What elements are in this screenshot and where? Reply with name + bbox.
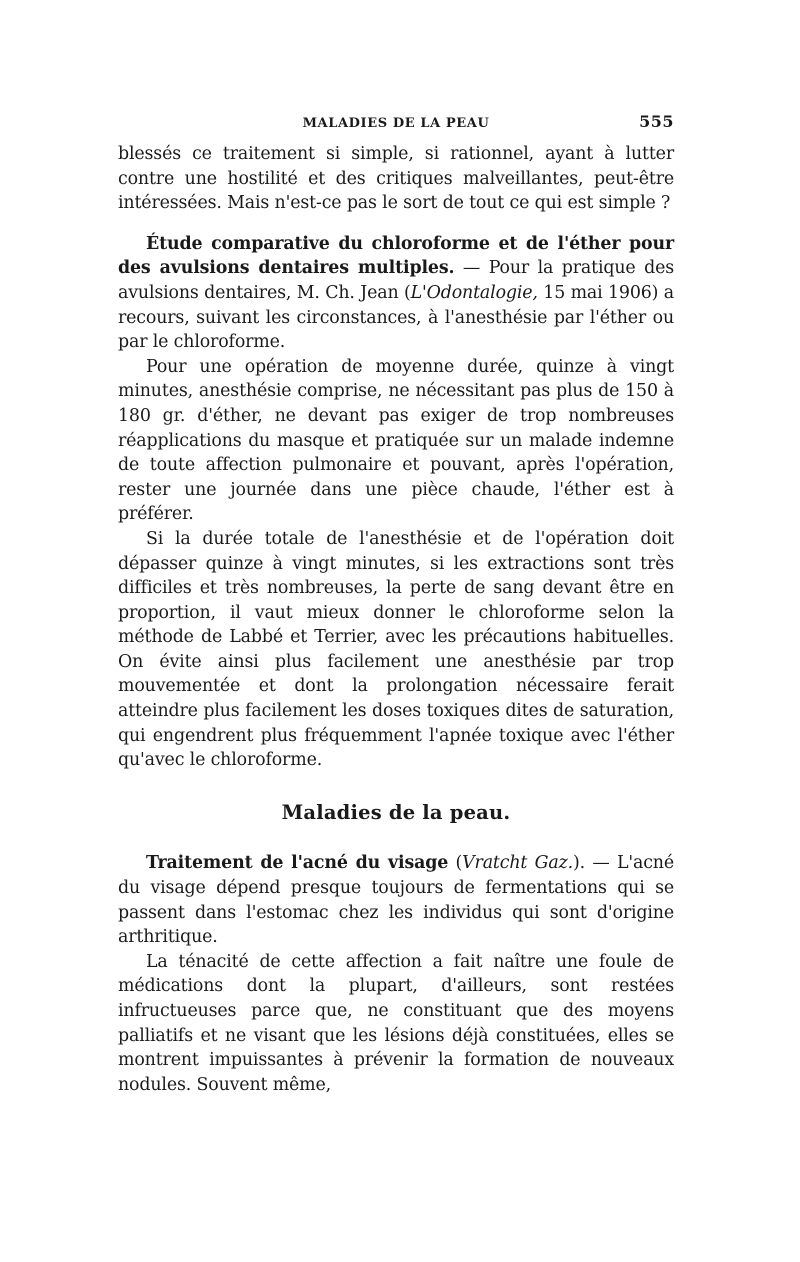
running-title: MALADIES DE LA PEAU	[302, 116, 490, 131]
section-title: Maladies de la peau.	[281, 800, 511, 824]
source-close: ).	[572, 853, 585, 874]
paragraph-heading-acne: Traitement de l'acné du visage	[146, 853, 449, 874]
paragraph-ether-conditions: Pour une opération de moyenne durée, quinze à vingt minutes, anesthésie comprise, ne nécessitant pas plus de 150 à 180 gr. d'éther, ne devant pas exiger de trop nombreuses réapplications du masque et pratiquée sur un malade indemne de toute affection pulmonaire et pouvant, après l'opération, rester une journée dans une pièce chaude, l'éther est à préférer.	[118, 356, 674, 525]
running-head	[118, 108, 674, 134]
paragraph-text-ether-b: 15 mai 1906) a recours, suivant les circonstances, à l'anesthésie par l'éther ou par le chloroforme.	[118, 282, 674, 353]
page-number: 555	[639, 112, 674, 131]
source-citation-vratcht: Vratcht Gaz.	[462, 853, 573, 874]
paragraph-acne	[118, 851, 674, 949]
paragraph-ether-chloroforme	[118, 232, 674, 355]
paragraph-heading-ether: Étude comparative du chloroforme et de l'éther pour des avulsions dentaires multiples.	[118, 233, 674, 279]
book-page	[118, 108, 674, 1097]
paragraph-text-ether-a: — Pour la pratique des avulsions dentaires, M. Ch. Jean (	[118, 258, 674, 303]
source-citation-odontologie: L'Odontalogie,	[410, 282, 538, 303]
source-open: (	[448, 853, 463, 874]
paragraph-chloroforme-conditions: Si la durée totale de l'anesthésie et de l'opération doit dépasser quinze à vingt minutes, si les extractions sont très difficiles et très nombreuses, la perte de sang devant être en proportion, il vaut mieux donner le chloroforme selon la méthode de Labbé et Terrier, avec les précautions habituelles. On évite ainsi plus facilement une anesthésie par trop mouvementée et dont la prolongation nécessaire ferait atteindre plus facilement les doses toxiques dites de saturation, qui engendrent plus fréquemment l'apnée toxique avec l'éther qu'avec le chloroforme.	[118, 528, 674, 771]
paragraph-text-acne: — L'acné du visage dépend presque toujours de fermentations qui se passent dans l'estomac chez les individus qui sont d'origine arthritique.	[118, 853, 674, 948]
paragraph-continuation: blessés ce traitement si simple, si rationnel, ayant à lutter contre une hostilité et des critiques malveillantes, peut-être intéressées. Mais n'est-ce pas le sort de tout ce qui est simple ?	[118, 144, 674, 214]
paragraph-acne-treatment: La ténacité de cette affection a fait naître une foule de médications dont la plupart, d'ailleurs, sont restées infructueuses parce que, ne constituant que des moyens palliatifs et ne visant que les lésions déjà constituées, elles se montrent impuissantes à prévenir la formation de nouveaux nodules. Souvent même,	[118, 951, 674, 1095]
